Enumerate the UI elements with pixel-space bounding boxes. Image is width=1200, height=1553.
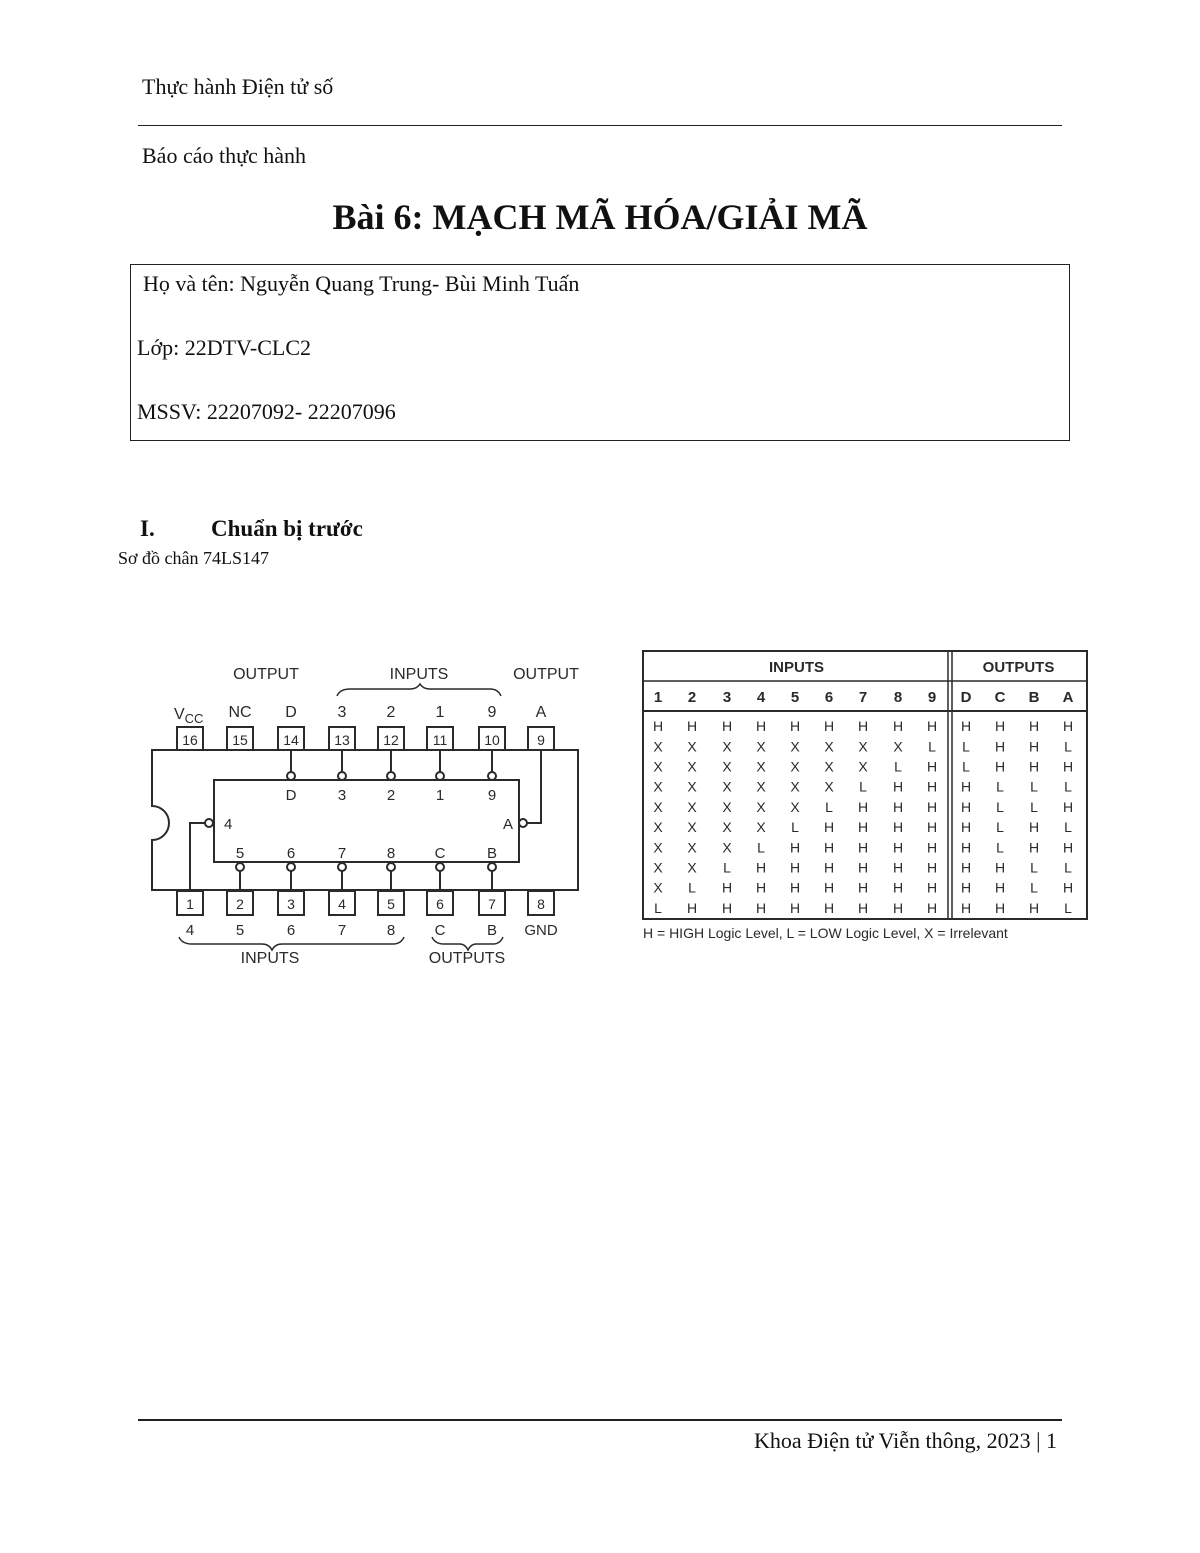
table-cell: X [790, 758, 800, 775]
table-cell: X [653, 798, 663, 815]
table-cell: L [996, 778, 1004, 795]
table-cell: H [892, 899, 904, 916]
table-cell: L [791, 819, 799, 836]
section-number: I. [140, 516, 155, 541]
table-cell: X [858, 738, 868, 755]
inner-signal-label: C [434, 845, 446, 862]
table-cell: H [1028, 758, 1040, 775]
table-cell: H [857, 798, 869, 815]
table-cell: X [824, 738, 834, 755]
table-cell: H [960, 798, 972, 815]
inner-signal-label: 1 [435, 787, 445, 804]
table-cell: L [654, 899, 662, 916]
table-cell: H [652, 718, 664, 735]
inner-signal-label: 6 [286, 845, 296, 862]
table-column-header: 3 [722, 689, 732, 706]
table-cell: L [1064, 819, 1072, 836]
student-name-label: Họ và tên: [143, 271, 235, 296]
table-cell: H [892, 819, 904, 836]
table-cell: X [653, 738, 663, 755]
table-cell: X [653, 819, 663, 836]
table-cell: H [1062, 718, 1074, 735]
table-cell: H [892, 879, 904, 896]
inner-signal-label: 5 [235, 845, 245, 862]
table-cell: H [1028, 738, 1040, 755]
table-cell: X [756, 778, 766, 795]
ic-package-outline [152, 750, 578, 890]
footer-divider [138, 1419, 1062, 1421]
table-cell: X [722, 738, 732, 755]
table-cell: H [789, 718, 801, 735]
pin-signal-label: NC [228, 704, 252, 721]
table-cell: H [1028, 899, 1040, 916]
pin-signal-label: 8 [386, 922, 396, 939]
table-cell: H [892, 859, 904, 876]
table-cell: H [857, 839, 869, 856]
inversion-bubble [519, 819, 527, 827]
inversion-bubble [338, 772, 346, 780]
table-cell: H [755, 879, 767, 896]
table-cell: L [894, 758, 902, 775]
table-cell: H [960, 859, 972, 876]
table-cell: H [926, 879, 938, 896]
table-cell: L [859, 778, 867, 795]
pin-number-label: 2 [236, 896, 244, 912]
pin-number-label: 14 [283, 732, 299, 748]
student-id-value: 22207092- 22207096 [206, 399, 396, 424]
table-cell: L [1064, 899, 1072, 916]
table-cell: X [858, 758, 868, 775]
group-label-output: OUTPUT [513, 666, 579, 683]
inversion-bubble [387, 863, 395, 871]
table-cell: X [687, 839, 697, 856]
table-cell: X [824, 758, 834, 775]
table-cell: X [756, 819, 766, 836]
table-cell: L [928, 738, 936, 755]
table-cell: H [994, 859, 1006, 876]
table-cell: H [926, 798, 938, 815]
table-cell: H [960, 718, 972, 735]
pin-number-label: 15 [232, 732, 248, 748]
inner-signal-label: 3 [337, 787, 347, 804]
table-cell: X [687, 758, 697, 775]
table-group-header: INPUTS [768, 659, 825, 676]
pin-signal-label: 2 [386, 704, 396, 721]
table-cell: L [962, 758, 970, 775]
table-cell: H [960, 778, 972, 795]
pin-number-label: 13 [334, 732, 350, 748]
report-type-label: Báo cáo thực hành [142, 143, 307, 168]
table-cell: L [1030, 778, 1038, 795]
pin-signal-label: 6 [286, 922, 296, 939]
table-cell: H [857, 879, 869, 896]
table-cell: X [722, 778, 732, 795]
pin-number-label: 12 [383, 732, 399, 748]
table-cell: X [722, 758, 732, 775]
brace [337, 684, 501, 696]
table-cell: H [892, 778, 904, 795]
pin-lead [527, 750, 541, 823]
inversion-bubble [387, 772, 395, 780]
table-cell: H [755, 899, 767, 916]
table-cell: L [688, 879, 696, 896]
table-cell: L [1030, 798, 1038, 815]
pin-number-label: 6 [436, 896, 444, 912]
inversion-bubble [338, 863, 346, 871]
table-column-header: 1 [653, 689, 663, 706]
footer-text: Khoa Điện tử Viễn thông, 2023 | 1 [753, 1428, 1057, 1453]
table-cell: H [755, 718, 767, 735]
pin-signal-label: A [535, 704, 547, 721]
table-cell: H [1062, 879, 1074, 896]
table-column-header: 9 [927, 689, 937, 706]
pin-signal-label: GND [524, 922, 558, 939]
table-cell: H [926, 899, 938, 916]
table-cell: X [756, 758, 766, 775]
table-cell: H [994, 879, 1006, 896]
table-column-header: B [1028, 689, 1040, 706]
table-cell: H [926, 839, 938, 856]
table-column-header: 8 [893, 689, 903, 706]
table-cell: H [994, 899, 1006, 916]
table-cell: X [687, 859, 697, 876]
group-label-outputs: OUTPUTS [428, 950, 506, 967]
pin-diagram [152, 666, 579, 967]
table-cell: X [653, 859, 663, 876]
truth-table [643, 651, 1087, 941]
table-cell: X [653, 839, 663, 856]
student-name-value: Nguyễn Quang Trung- Bùi Minh Tuấn [240, 271, 580, 296]
table-cell: H [892, 718, 904, 735]
table-cell: L [996, 798, 1004, 815]
pin-number-label: 5 [387, 896, 395, 912]
group-label-output: OUTPUT [233, 666, 299, 683]
table-cell: H [721, 718, 733, 735]
inner-signal-label: A [503, 816, 514, 833]
table-cell: H [926, 819, 938, 836]
pin-signal-label: D [285, 704, 297, 721]
pin-signal-label: 5 [235, 922, 245, 939]
table-column-header: 2 [687, 689, 697, 706]
inversion-bubble [236, 863, 244, 871]
table-cell: X [687, 819, 697, 836]
table-cell: H [721, 899, 733, 916]
table-cell: H [1028, 839, 1040, 856]
table-cell: L [1064, 778, 1072, 795]
inner-signal-label: 9 [487, 787, 497, 804]
table-cell: L [723, 859, 731, 876]
table-cell: H [755, 859, 767, 876]
table-cell: X [756, 798, 766, 815]
table-cell: L [1030, 879, 1038, 896]
student-class-value: 22DTV-CLC2 [184, 335, 311, 360]
pin-signal-label: 4 [185, 922, 195, 939]
group-label-inputs: INPUTS [240, 950, 300, 967]
table-cell: H [892, 798, 904, 815]
table-cell: L [1030, 859, 1038, 876]
table-cell: L [825, 798, 833, 815]
page-title: Bài 6: MẠCH MÃ HÓA/GIẢI MÃ [332, 197, 868, 237]
table-cell: L [996, 839, 1004, 856]
table-cell: H [789, 859, 801, 876]
pin-number-label: 9 [537, 732, 545, 748]
pin-number-label: 1 [186, 896, 194, 912]
table-cell: H [926, 718, 938, 735]
group-label-inputs: INPUTS [389, 666, 449, 683]
table-cell: H [926, 758, 938, 775]
pin-signal-label: B [486, 922, 498, 939]
inversion-bubble [488, 772, 496, 780]
table-cell: X [653, 758, 663, 775]
table-cell: H [823, 899, 835, 916]
table-cell: H [823, 819, 835, 836]
pin-number-label: 4 [338, 896, 346, 912]
pin-signal-label: $V_{CC}$ [174, 706, 204, 726]
table-cell: L [962, 738, 970, 755]
table-cell: X [722, 798, 732, 815]
table-cell: X [687, 738, 697, 755]
pin-number-label: 10 [484, 732, 500, 748]
table-cell: X [790, 798, 800, 815]
table-cell: L [996, 819, 1004, 836]
inversion-bubble [287, 772, 295, 780]
table-cell: H [789, 839, 801, 856]
figure-caption: Sơ đồ chân 74LS147 [118, 548, 270, 568]
table-cell: H [1062, 758, 1074, 775]
table-cell: L [1064, 859, 1072, 876]
table-cell: X [790, 778, 800, 795]
table-cell: H [789, 879, 801, 896]
table-cell: X [687, 778, 697, 795]
table-column-header: 7 [858, 689, 868, 706]
table-cell: H [994, 718, 1006, 735]
pin-signal-label: 3 [337, 704, 347, 721]
table-cell: H [857, 899, 869, 916]
table-legend: H = HIGH Logic Level, L = LOW Logic Level, X = Irrelevant [643, 925, 1008, 941]
inversion-bubble [287, 863, 295, 871]
pin-number-label: 16 [182, 732, 198, 748]
student-class-label: Lớp: [137, 335, 180, 360]
pin-lead [190, 823, 205, 891]
table-cell: X [824, 778, 834, 795]
table-column-header: D [960, 689, 972, 706]
inversion-bubble [488, 863, 496, 871]
table-cell: H [823, 859, 835, 876]
pin-signal-label: 7 [337, 922, 347, 939]
table-cell: H [892, 839, 904, 856]
table-cell: H [857, 859, 869, 876]
table-cell: H [857, 819, 869, 836]
table-cell: H [823, 879, 835, 896]
table-cell: H [686, 718, 698, 735]
table-group-header: OUTPUTS [982, 659, 1055, 676]
table-cell: X [722, 839, 732, 856]
header-course-title: Thực hành Điện tử số [142, 74, 334, 99]
inversion-bubble [205, 819, 213, 827]
inner-signal-label: 8 [386, 845, 396, 862]
table-cell: H [994, 758, 1006, 775]
table-cell: H [1028, 819, 1040, 836]
table-column-header: C [994, 689, 1006, 706]
table-cell: H [994, 738, 1006, 755]
table-column-header: 4 [756, 689, 766, 706]
ic-logic-block [214, 780, 519, 862]
table-cell: X [722, 819, 732, 836]
pin-number-label: 11 [432, 732, 448, 748]
inner-signal-label: B [486, 845, 498, 862]
inner-signal-label: 7 [337, 845, 347, 862]
table-cell: H [823, 718, 835, 735]
inner-signal-label: D [285, 787, 297, 804]
pin-number-label: 3 [287, 896, 295, 912]
table-cell: H [960, 879, 972, 896]
inner-signal-label: 2 [386, 787, 396, 804]
table-column-header: 5 [790, 689, 800, 706]
table-cell: X [893, 738, 903, 755]
table-cell: L [1064, 738, 1072, 755]
table-cell: H [857, 718, 869, 735]
table-cell: X [756, 738, 766, 755]
table-cell: X [653, 879, 663, 896]
table-cell: X [687, 798, 697, 815]
table-cell: L [757, 839, 765, 856]
table-cell: H [1028, 718, 1040, 735]
table-cell: H [823, 839, 835, 856]
table-cell: H [960, 899, 972, 916]
pin-signal-label: 9 [487, 704, 497, 721]
table-cell: H [789, 899, 801, 916]
pin-signal-label: C [434, 922, 446, 939]
table-cell: H [926, 778, 938, 795]
inversion-bubble [436, 772, 444, 780]
pin-number-label: 8 [537, 896, 545, 912]
inversion-bubble [436, 863, 444, 871]
table-column-header: 6 [824, 689, 834, 706]
table-cell: X [790, 738, 800, 755]
table-column-header: A [1062, 689, 1074, 706]
table-cell: H [686, 899, 698, 916]
table-cell: H [960, 839, 972, 856]
table-cell: H [926, 859, 938, 876]
pin-number-label: 7 [488, 896, 496, 912]
student-id-label: MSSV: [137, 399, 202, 424]
table-cell: X [653, 778, 663, 795]
table-cell: H [721, 879, 733, 896]
inner-signal-label: 4 [224, 816, 233, 833]
table-cell: H [960, 819, 972, 836]
table-cell: H [1062, 839, 1074, 856]
pin-signal-label: 1 [435, 704, 445, 721]
table-cell: H [1062, 798, 1074, 815]
section-title: Chuẩn bị trước [211, 516, 363, 541]
